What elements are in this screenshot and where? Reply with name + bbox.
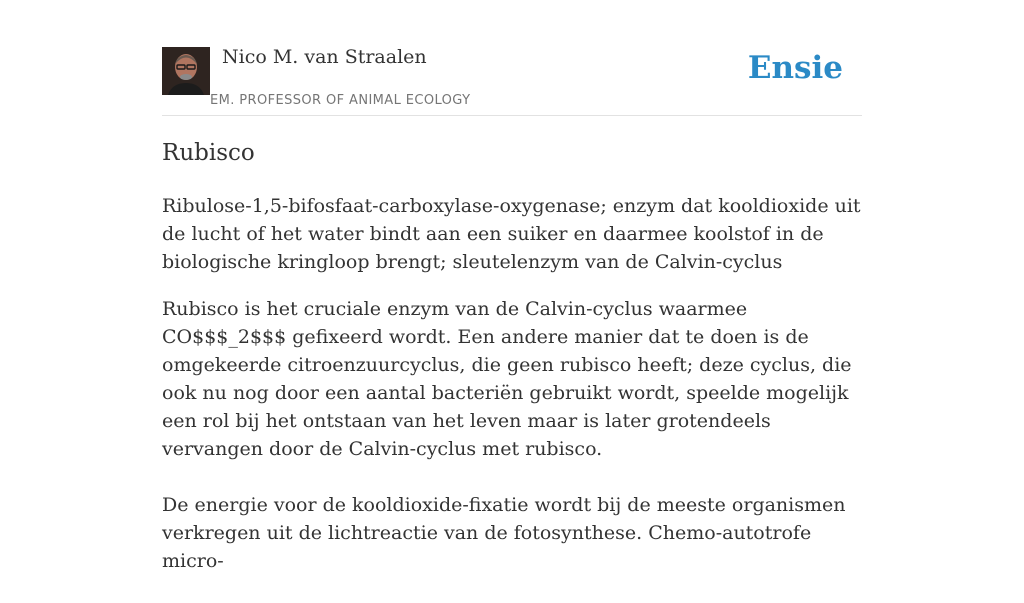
author-avatar[interactable]: [162, 47, 210, 95]
brand-logo[interactable]: Ensie: [747, 50, 843, 86]
body-paragraph: De energie voor de kooldioxide-fixatie wordt bij de meeste organismen verkregen uit de lichtreactie van de fotosynthese. Chemo-autotrofe micro-: [162, 494, 846, 572]
page-container: [162, 0, 862, 572]
entry-definition: Ribulose-1,5-bifosfaat-carboxylase-oxygenase; enzym dat kooldioxide uit de lucht of het water bindt aan een suiker en daarmee koolstof in de biologische kringloop brengt; sleutelenzym van de Calvin-cyclus: [162, 195, 861, 273]
entry-title: Rubisco: [162, 140, 255, 166]
entry-body: [162, 295, 862, 603]
body-paragraph: Rubisco is het cruciale enzym van de Calvin-cyclus waarmee CO$$$_2$$$ gefixeerd wordt. Een andere manier dat te doen is de omgekeerde citroenzuurcyclus, die geen rubisco heeft; deze cyclus, die ook nu nog door een aantal bacteriën gebruikt wordt, speelde mogelijk een rol bij het ontstaan van het leven maar is later grotendeels vervangen door de Calvin-cyclus met rubisco.: [162, 298, 852, 460]
author-role: EM. PROFESSOR OF ANIMAL ECOLOGY: [210, 93, 471, 108]
author-photo-icon: [162, 47, 210, 95]
author-header: [162, 0, 862, 116]
author-name[interactable]: Nico M. van Straalen: [222, 46, 427, 68]
